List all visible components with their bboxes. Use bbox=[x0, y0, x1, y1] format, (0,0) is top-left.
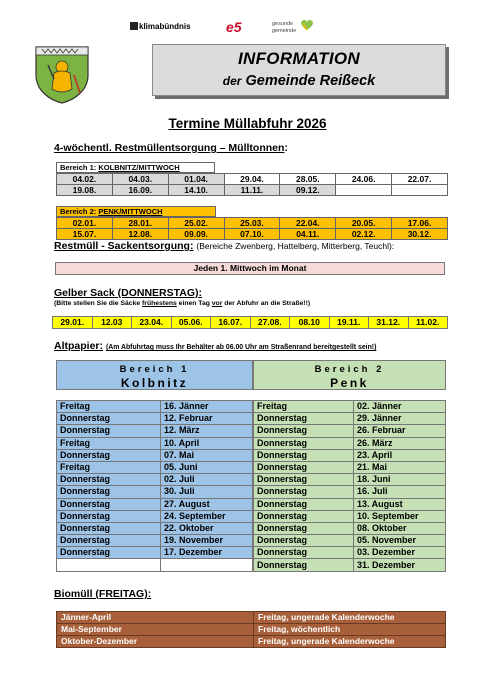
alt-bereich1-row bbox=[57, 413, 253, 425]
alt-bereich1-weekday: Donnerstag bbox=[57, 547, 161, 559]
alt-bereich1-date: 12. März bbox=[161, 425, 253, 437]
gelb-note-mid: einen Tag bbox=[176, 300, 212, 307]
bio-row bbox=[57, 612, 446, 624]
gelb-note-u2: vor bbox=[211, 300, 223, 307]
bereich1-date: 11.11. bbox=[224, 185, 280, 196]
bereich1-date: 22.07. bbox=[392, 174, 448, 185]
sack-note: (Bereiche Zwenberg, Hattelberg, Mitterberg, Teuchl): bbox=[196, 241, 395, 251]
alt-bereich2-date: 08. Oktober bbox=[354, 522, 446, 534]
bio-row bbox=[57, 624, 446, 636]
bereich1-label bbox=[56, 162, 215, 173]
header-title-box bbox=[152, 44, 446, 96]
coat-of-arms-icon bbox=[34, 45, 90, 105]
rest4-heading bbox=[54, 142, 288, 154]
alt-bereich2-weekday: Donnerstag bbox=[254, 486, 354, 498]
klimabuendnis-icon bbox=[130, 22, 138, 30]
gesunde-gemeinde-logo bbox=[272, 21, 296, 35]
alt-bereich1-weekday: Donnerstag bbox=[57, 510, 161, 522]
alt-note: (Am Abfuhrtag muss Ihr Behälter ab 06.00 Uhr am Straßenrand bereitgestellt sein!) bbox=[105, 344, 377, 351]
bereich2-date: 28.01. bbox=[112, 218, 168, 229]
gelb-note-post: der Abfuhr an die Straße!!) bbox=[222, 300, 311, 307]
gelb-heading bbox=[54, 287, 202, 299]
alt-bereich2-title: Bereich 2 bbox=[314, 364, 385, 375]
gg-line1: gesunde bbox=[272, 21, 294, 27]
alt-bereich2-weekday: Donnerstag bbox=[254, 461, 354, 473]
bio-period: Jänner-April bbox=[57, 612, 254, 624]
gelb-date: 19.11. bbox=[330, 317, 370, 328]
bereich2-label-prefix: Bereich 2: bbox=[60, 207, 97, 216]
alt-bereich2-date: 05. November bbox=[354, 535, 446, 547]
alt-bereich2-date: 23. April bbox=[354, 449, 446, 461]
bereich1-date: 24.06. bbox=[336, 174, 392, 185]
alt-bereich1-weekday: Donnerstag bbox=[57, 474, 161, 486]
alt-bereich1-date: 27. August bbox=[161, 498, 253, 510]
alt-bereich2-weekday: Donnerstag bbox=[254, 559, 354, 571]
bereich2-date: 22.04. bbox=[280, 218, 336, 229]
klimabuendnis-logo bbox=[130, 22, 191, 31]
page-title: Termine Müllabfuhr 2026 bbox=[168, 116, 327, 131]
bereich1-label-name: KOLBNITZ/MITTWOCH bbox=[98, 163, 180, 172]
alt-bereich1-row bbox=[57, 498, 253, 510]
bereich2-row bbox=[57, 218, 448, 229]
alt-bereich2-row bbox=[254, 486, 446, 498]
alt-bereich2-weekday: Donnerstag bbox=[254, 547, 354, 559]
alt-bereich1-date bbox=[161, 559, 253, 571]
bio-row bbox=[57, 636, 446, 648]
alt-bereich1-date: 24. September bbox=[161, 510, 253, 522]
alt-bereich1-title: Bereich 1 bbox=[119, 364, 190, 375]
alt-bereich2-row bbox=[254, 510, 446, 522]
alt-bereich2-weekday: Donnerstag bbox=[254, 437, 354, 449]
alt-bereich2-row bbox=[254, 474, 446, 486]
bio-schedule: Freitag, ungerade Kalenderwoche bbox=[254, 636, 446, 648]
alt-bereich2-row bbox=[254, 425, 446, 437]
alt-bereich2-row bbox=[254, 559, 446, 571]
alt-bereich2-header bbox=[253, 360, 446, 390]
bio-heading-text: Biomüll (FREITAG): bbox=[54, 588, 152, 600]
bio-heading bbox=[54, 588, 151, 600]
bereich1-label-prefix: Bereich 1: bbox=[60, 163, 97, 172]
header-title: INFORMATION bbox=[238, 49, 360, 68]
gelb-date: 23.04. bbox=[132, 317, 172, 328]
bereich1-date: 01.04. bbox=[168, 174, 224, 185]
heart-icon bbox=[300, 19, 314, 31]
alt-bereich2-row bbox=[254, 413, 446, 425]
sack-heading-text: Restmüll - Sackentsorgung: bbox=[54, 240, 194, 252]
sack-heading bbox=[54, 240, 394, 252]
bereich1-date: 29.04. bbox=[224, 174, 280, 185]
gelb-date: 11.02. bbox=[416, 317, 440, 327]
alt-bereich1-row bbox=[57, 437, 253, 449]
alt-bereich2-weekday: Donnerstag bbox=[254, 498, 354, 510]
alt-bereich2-row bbox=[254, 547, 446, 559]
alt-bereich2-date: 21. Mai bbox=[354, 461, 446, 473]
alt-bereich1-row bbox=[57, 474, 253, 486]
bereich2-label bbox=[56, 206, 216, 217]
alt-bereich2-weekday: Freitag bbox=[254, 401, 354, 413]
alt-bereich2-weekday: Donnerstag bbox=[254, 413, 354, 425]
bereich1-date: 19.08. bbox=[57, 185, 113, 196]
alt-bereich1-weekday: Freitag bbox=[57, 461, 161, 473]
bereich1-date: 04.02. bbox=[57, 174, 113, 185]
bereich1-date bbox=[336, 185, 392, 196]
bereich1-date: 28.05. bbox=[280, 174, 336, 185]
alt-bereich1-weekday: Donnerstag bbox=[57, 535, 161, 547]
alt-bereich2-row bbox=[254, 522, 446, 534]
bereich2-date: 02.01. bbox=[57, 218, 113, 229]
bereich2-date: 09.09. bbox=[168, 229, 224, 240]
bereich2-date: 15.07. bbox=[57, 229, 113, 240]
partner-logos bbox=[130, 18, 330, 40]
alt-heading-text: Altpapier: bbox=[54, 340, 104, 352]
alt-bereich1-weekday: Donnerstag bbox=[57, 486, 161, 498]
alt-bereich2-row bbox=[254, 461, 446, 473]
bio-table bbox=[56, 611, 446, 648]
alt-bereich2-date: 16. Juli bbox=[354, 486, 446, 498]
alt-bereich2-date: 26. Februar bbox=[354, 425, 446, 437]
bio-period: Oktober-Dezember bbox=[57, 636, 254, 648]
alt-bereich1-date: 12. Februar bbox=[161, 413, 253, 425]
gelb-heading-text: Gelber Sack (DONNERSTAG): bbox=[54, 287, 202, 299]
alt-bereich2-table bbox=[253, 400, 446, 572]
header-subtitle-der: der bbox=[222, 74, 242, 88]
alt-bereich1-row bbox=[57, 522, 253, 534]
gelb-date: 29.01. bbox=[53, 317, 93, 328]
bereich1-row bbox=[57, 185, 448, 196]
alt-bereich1-row bbox=[57, 559, 253, 571]
header-subtitle bbox=[153, 73, 445, 89]
alt-bereich2-row bbox=[254, 449, 446, 461]
alt-bereich1-table bbox=[56, 400, 253, 572]
alt-bereich1-row bbox=[57, 401, 253, 413]
gelb-note bbox=[54, 300, 310, 307]
alt-bereich2-weekday: Donnerstag bbox=[254, 522, 354, 534]
alt-bereich1-date: 05. Juni bbox=[161, 461, 253, 473]
alt-bereich1-row bbox=[57, 535, 253, 547]
alt-bereich1-row bbox=[57, 486, 253, 498]
alt-bereich2-date: 13. August bbox=[354, 498, 446, 510]
alt-bereich2-weekday: Donnerstag bbox=[254, 425, 354, 437]
bereich2-date: 02.12. bbox=[336, 229, 392, 240]
alt-bereich1-row bbox=[57, 547, 253, 559]
alt-heading bbox=[54, 340, 376, 352]
alt-bereich2-date: 26. März bbox=[354, 437, 446, 449]
alt-bereich2-date: 31. Dezember bbox=[354, 559, 446, 571]
bereich2-date: 25.02. bbox=[168, 218, 224, 229]
alt-bereich1-row bbox=[57, 449, 253, 461]
alt-bereich2-row bbox=[254, 401, 446, 413]
bereich1-date: 09.12. bbox=[280, 185, 336, 196]
gelb-date: 27.08. bbox=[251, 317, 291, 328]
alt-bereich2-row bbox=[254, 498, 446, 510]
alt-bereich1-row bbox=[57, 461, 253, 473]
alt-bereich2-date: 18. Juni bbox=[354, 474, 446, 486]
bereich2-date: 25.03. bbox=[224, 218, 280, 229]
gg-line2: gemeinde bbox=[272, 28, 297, 34]
rest4-heading-text: 4-wöchentl. Restmüllentsorgung – Mülltonnen bbox=[54, 142, 285, 154]
alt-bereich1-date: 17. Dezember bbox=[161, 547, 253, 559]
alt-bereich1-date: 10. April bbox=[161, 437, 253, 449]
alt-bereich2-row bbox=[254, 535, 446, 547]
bereich1-row bbox=[57, 174, 448, 185]
sack-schedule-box: Jeden 1. Mittwoch im Monat bbox=[55, 262, 445, 275]
alt-bereich1-date: 16. Jänner bbox=[161, 401, 253, 413]
bereich2-label-name: PENK/MITTWOCH bbox=[98, 207, 163, 216]
alt-bereich2-date: 10. September bbox=[354, 510, 446, 522]
alt-bereich1-weekday bbox=[57, 559, 161, 571]
alt-bereich1-row bbox=[57, 510, 253, 522]
alt-bereich2-weekday: Donnerstag bbox=[254, 449, 354, 461]
gelb-note-u1: frühestens bbox=[142, 300, 177, 307]
gelb-date: 08.10 bbox=[290, 317, 330, 328]
bio-schedule: Freitag, ungerade Kalenderwoche bbox=[254, 612, 446, 624]
alt-bereich1-date: 07. Mai bbox=[161, 449, 253, 461]
bereich2-row bbox=[57, 229, 448, 240]
bereich1-date: 16.09. bbox=[112, 185, 168, 196]
alt-bereich1-date: 30. Juli bbox=[161, 486, 253, 498]
alt-bereich2-name: Penk bbox=[330, 376, 369, 390]
alt-bereich2-row bbox=[254, 437, 446, 449]
alt-bereich1-date: 02. Juli bbox=[161, 474, 253, 486]
alt-bereich1-weekday: Freitag bbox=[57, 401, 161, 413]
bereich2-date: 20.05. bbox=[336, 218, 392, 229]
alt-bereich2-weekday: Donnerstag bbox=[254, 474, 354, 486]
alt-bereich1-weekday: Freitag bbox=[57, 437, 161, 449]
alt-bereich1-row bbox=[57, 425, 253, 437]
gelb-date: 31.12. bbox=[369, 317, 409, 328]
bereich2-date: 07.10. bbox=[224, 229, 280, 240]
alt-bereich1-weekday: Donnerstag bbox=[57, 522, 161, 534]
header-subtitle-name: Gemeinde Reißeck bbox=[245, 73, 376, 89]
bereich2-date: 30.12. bbox=[392, 229, 448, 240]
alt-bereich1-date: 22. Oktober bbox=[161, 522, 253, 534]
alt-bereich1-weekday: Donnerstag bbox=[57, 425, 161, 437]
gelb-date: 16.07. bbox=[211, 317, 251, 328]
alt-bereich2-weekday: Donnerstag bbox=[254, 510, 354, 522]
gelb-dates-row bbox=[52, 316, 448, 329]
rest4-heading-colon: : bbox=[284, 142, 288, 154]
bio-period: Mai-September bbox=[57, 624, 254, 636]
gelb-date: 12.03 bbox=[93, 317, 133, 328]
bereich2-date: 04.11. bbox=[280, 229, 336, 240]
bereich1-date bbox=[392, 185, 448, 196]
alt-bereich2-date: 02. Jänner bbox=[354, 401, 446, 413]
bereich1-date: 04.03. bbox=[112, 174, 168, 185]
e5-logo: e5 bbox=[226, 19, 242, 35]
alt-bereich1-weekday: Donnerstag bbox=[57, 413, 161, 425]
alt-bereich2-date: 03. Dezember bbox=[354, 547, 446, 559]
bereich1-date: 14.10. bbox=[168, 185, 224, 196]
bereich1-table bbox=[56, 173, 448, 196]
bereich2-date: 17.06. bbox=[392, 218, 448, 229]
bereich2-date: 12.08. bbox=[112, 229, 168, 240]
gelb-note-pre: (Bitte stellen Sie die Säcke bbox=[54, 300, 143, 307]
alt-bereich1-header bbox=[56, 360, 253, 390]
alt-bereich2-weekday: Donnerstag bbox=[254, 535, 354, 547]
gelb-date: 05.06. bbox=[172, 317, 212, 328]
alt-bereich1-weekday: Donnerstag bbox=[57, 498, 161, 510]
alt-bereich1-weekday: Donnerstag bbox=[57, 449, 161, 461]
alt-bereich1-date: 19. November bbox=[161, 535, 253, 547]
alt-bereich2-date: 29. Jänner bbox=[354, 413, 446, 425]
bio-schedule: Freitag, wöchentlich bbox=[254, 624, 446, 636]
bereich2-table bbox=[56, 217, 448, 240]
klimabuendnis-text: klimabündnis bbox=[139, 22, 191, 31]
alt-bereich1-name: Kolbnitz bbox=[120, 376, 189, 390]
